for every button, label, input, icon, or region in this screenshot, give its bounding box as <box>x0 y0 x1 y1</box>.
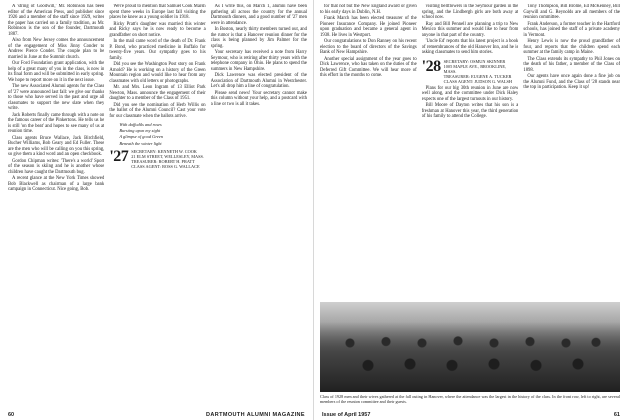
paragraph: Your secretary has received a note from Harry Seymour, who is retiring after thirty years with the telephone company in Ohio. He plans to spend the summers in New Hampshire. <box>210 50 307 72</box>
paragraph: Dick Lawrence was elected president of the Association of Dartmouth Alumni in Westchester. Let's all drop him a line of congratulation. <box>210 73 307 89</box>
paragraph: The Class extends its sympathy to Phil Jones on the death of his father, a member of the Class of 1898. <box>523 56 620 73</box>
paragraph: Plans for our big 30th reunion in June are now well along, and the committee under Dick Haley expects one of the largest turnouts in our history. <box>421 85 519 102</box>
class-officers <box>444 59 519 84</box>
class-officers <box>131 149 204 169</box>
paragraph: Bill Moore of Dayton writes that his son is a freshman at Hanover this year, the third generation of his family to attend the College. <box>421 103 519 119</box>
photo-figures <box>320 322 620 392</box>
paragraph: Ray and Bill Pennell are planning a trip to New Mexico this summer and would like to hear from anyone in that part of the country. <box>421 21 519 38</box>
paragraph: We're proud to mention that Samuel Cook Marsh spent three weeks in Europe last fall visiting the places he knew as a young soldier in 1918. <box>109 4 206 20</box>
paragraph: 'Uncle Ed' reports that his latest project is a book of remembrances of the old Hanover Inn, and he is asking classmates to send him stories. <box>421 39 519 55</box>
magazine-title: DARTMOUTH ALUMNI MAGAZINE <box>205 412 305 418</box>
paragraph: Gordon Chipman writes: 'There's a world' Sport of the season is skiing and he is another whose children have caught the Dartmouth bug. <box>8 158 105 175</box>
paragraph: Please send news! Your secretary cannot make this column without your help, and a postcard with a line or two is all it takes. <box>210 90 307 107</box>
class-officer-line: 1005 MAPLE AVE., BROOKLINE, MASS. <box>443 63 507 74</box>
paragraph: Tony Thompson, Bill Brome, Ed McKenney, Bill Gaywill and G. Reynolds are all members of the reunion committee. <box>523 4 620 20</box>
class-officer-line: TREASURER: ROBERT H. PRATT <box>131 158 195 164</box>
paragraph: visiting bellflowers in the Seymour garden in the spring, and the Lindbergh girls are both away at school now. <box>421 4 519 20</box>
class-group-photo <box>320 302 620 392</box>
page-number: 60 <box>8 412 15 418</box>
page-number: 61 <box>613 412 620 418</box>
paragraph: In Boston, nearly thirty members turned out, and the rumor is that a Hanover reunion dinner for the class is being planned by Jim Palmer for the spring. <box>210 27 307 49</box>
paragraph: Our Ford Foundation grant application, with the help of a great many of you in the class, is now in its final form and will be submitted in early spring. We hope to report more on it in the next issue. <box>8 61 105 83</box>
left-columns <box>8 4 307 409</box>
class-officer-line: SECRETARY: KENNETH W. COOK <box>131 148 197 154</box>
paragraph: Also from New Jersey comes the announcement of the engagement of Miss Jinny Conder to Andrew Pierce Conder. The couple plan to be married in June at the Summit church. <box>8 38 105 60</box>
left-col-2 <box>109 4 205 409</box>
class-number: '28 <box>421 57 441 75</box>
class-officer-line: 21 ELM STREET, WELLESLEY, MASS. <box>131 153 204 159</box>
right-page <box>314 0 628 420</box>
class-officer-line: CLASS AGENT: ROSS G. WALLACE <box>131 163 200 169</box>
paragraph: In the mail came word of the death of Dr. Frank P. Bond, who practiced medicine in Buffalo for twenty-five years. Our sympathy goes to his family. <box>109 39 206 61</box>
class-officer-line: CLASS AGENT: JUDSON G. WALSH <box>443 78 512 84</box>
left-col-1 <box>8 4 104 409</box>
issue-date: Issue of April 1957 <box>322 412 371 418</box>
paragraph: Frank March has been elected treasurer of the Pioneer Insurance Company. He joined Pioneer upon graduation and became a general agent in 1938. He lives in Westport. <box>320 16 417 38</box>
poem <box>109 122 205 146</box>
photo-caption: Class of 1928 men and their wives gathered at the fall outing in Hanover, where the attendance was the largest in the history of the class. In the front row, left to right, are several members of the reunion committee and their guests. <box>320 394 620 404</box>
paragraph: As I write this, on March 1, alumni have been gathering all across the country for the annual Dartmouth dinners, and a good number of '27 men were in attendance. <box>210 4 307 26</box>
paragraph: Mr. and Mrs. Leon Ingram of 13 Elliot Park Newton, Mass. announce the engagement of their daughter to a member of the Class of 1951. <box>109 85 206 101</box>
paragraph: The new Associated Alumni agents for the Class of '27 were announced last fall: we give our thanks to those who have served in the past and urge all classmates to support the new slate when they write. <box>8 84 105 111</box>
paragraph: A 'string of Goodwill,' Mr. Robinson has been editor of the American Press, and publisher since 1926 and a member of the staff since 1929, writes the paper has carried on a family tradition, as Mr. Robinson is the son of the founder, Dartmouth 1887. <box>8 4 105 37</box>
paragraph: Jack Roberts finally came through with a note on the famous career of the Pinkertons. He tells us he is still 'on the beat' and hopes to see many of us at reunion time. <box>8 112 105 134</box>
paragraph: Our agents have once again done a fine job on the Alumni Fund, and the Class of '28 stands near the top in participation. Keep it up! <box>523 74 620 90</box>
left-col-3 <box>211 4 307 409</box>
class-heading-28 <box>422 59 519 84</box>
class-officer-line: SECRETARY: OSMUN SKINNER <box>443 58 506 64</box>
paragraph: Ricky Pratt's daughter was married this winter and Ricky says he is now ready to become a grandfather on short notice. <box>109 21 206 38</box>
paragraph: for that not but the New England award or given to his early days in Dublin, N.H. <box>320 4 417 15</box>
left-footer <box>0 412 313 418</box>
poem-line: With daffodils and roses <box>119 122 162 127</box>
class-photo-block <box>320 300 620 406</box>
class-heading-27 <box>109 149 205 169</box>
right-footer <box>314 412 628 418</box>
class-number: '27 <box>109 147 129 165</box>
poem-line: A glimpse of good Green <box>119 134 163 140</box>
paragraph: A recent glance at the New York Times showed Bob Blackwell as chairman of a large bank campaign in Connecticut. Nice going, Bob. <box>8 176 105 192</box>
paragraph: Another special assignment of the year goes to Dick Lawrence, who has taken on the duties of the Deferred Gift Committee. We will hear more of this effort in the months to come. <box>320 56 417 78</box>
paragraph: Did you see the nomination of Herb Willis on the ballot of the Alumni Council? Cast your vote for our classmate when the ballots arrive. <box>109 102 206 119</box>
paragraph: Our congratulations to Don Ranney on his recent election to the board of directors of the Savings Bank of New Hampshire. <box>320 39 417 55</box>
poem-line: Bursting upon my sight <box>119 128 161 134</box>
poem-line: Beneath the winter light <box>119 140 162 146</box>
paragraph: Frank Anderson, a former teacher in the Hartford schools, has joined the staff of a private academy in Vermont. <box>523 21 620 38</box>
paragraph: Class agents Bruce Wallace, Jack Birchfield, Bucher Williams, Bob Geary and Ed Fuller. These are the men who will be calling on you this spring, so give them a kind word and an open checkbook. <box>8 135 105 157</box>
class-officer-line: TREASURER: EUGENE A. TUCKER <box>443 73 512 79</box>
paragraph: Henry Lewis is now the proud grandfather of four, and reports that the children spend each summer at the family camp in Maine. <box>523 39 620 55</box>
paragraph: Did you see the Washington Post story on Frank Arnold? He is working on a history of the Green Mountain region and would like to hear from any classmates with old letters or photographs. <box>109 62 206 84</box>
